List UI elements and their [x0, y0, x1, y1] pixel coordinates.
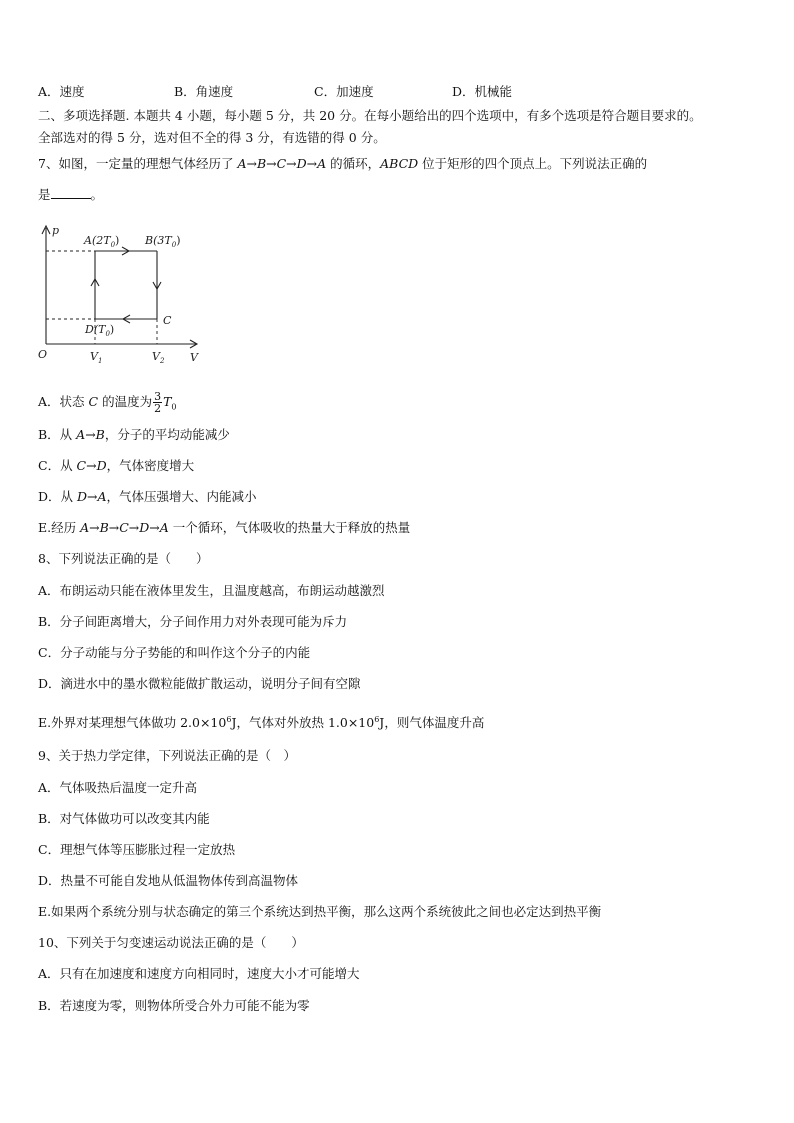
option-c: C．加速度	[314, 84, 374, 99]
q7-option-b-prefix: B．从	[38, 427, 77, 442]
q8-option-e-work: 2.0×10	[180, 715, 227, 731]
q7-option-d	[38, 489, 774, 505]
q10-option-a: A．只有在加速度和速度方向相同时，速度大小才可能增大	[38, 966, 360, 981]
q7-abcd: ABCD	[380, 156, 419, 171]
q7-option-b	[38, 427, 774, 443]
q8-option-e-mid: ，气体对外放热	[236, 715, 328, 731]
svg-text:D(T0)	[84, 323, 114, 338]
label-b: B(3T	[145, 234, 172, 247]
q7-stem-prefix: 7、如图，一定量的理想气体经历了	[38, 156, 238, 171]
q8-option-b: B．分子间距离增大，分子间作用力对外表现可能为斥力	[38, 614, 348, 629]
label-origin: O	[38, 348, 48, 361]
q7-option-d-path: D→A	[77, 489, 107, 504]
q9-option-e: E.如果两个系统分别与状态确定的第三个系统达到热平衡，那么这两个系统彼此之间也必定达到热平衡	[38, 904, 602, 919]
label-d: D(T	[85, 323, 106, 336]
q8-option-e-end: ，则气体温度升高	[384, 715, 485, 731]
q7-option-a-t-sub: 0	[171, 402, 177, 412]
svg-text:B(3T0)	[144, 234, 180, 249]
label-a-close: )	[115, 234, 120, 247]
option-d: D．机械能	[452, 84, 513, 99]
q7-stem	[38, 156, 774, 172]
q8-option-e-unit2: J	[379, 715, 385, 731]
q8-option-e-prefix: E.外界对某理想气体做功	[38, 715, 181, 731]
q7-option-d-prefix: D．从	[38, 489, 77, 504]
q8-option-d: D．滴进水中的墨水微粒能做扩散运动，说明分子间有空隙	[38, 676, 361, 691]
fraction-den: 2	[154, 402, 162, 415]
pv-diagram	[38, 222, 208, 372]
q9-option-a: A．气体吸热后温度一定升高	[38, 780, 198, 795]
fraction	[153, 391, 162, 414]
q7-option-c-prefix: C．从	[38, 458, 77, 473]
q8-option-e-unit1: J	[231, 715, 237, 731]
section-header-line1: 二、多项选择题. 本题共 4 小题，每小题 5 分，共 20 分。在每小题给出的四个选项中，有多个选项是符合题目要求的。	[38, 108, 702, 123]
label-a-sub: 0	[110, 241, 116, 249]
q8-option-e-heat: 1.0×10	[327, 715, 375, 731]
q7-stem-suffix: 位于矩形的四个顶点上。下列说法正确的	[418, 156, 648, 171]
q9-option-c: C．理想气体等压膨胀过程一定放热	[38, 842, 236, 857]
q7-option-a-mid: 的温度为	[98, 394, 153, 409]
label-v2: V	[152, 350, 160, 363]
q7-stem-line2	[38, 186, 774, 203]
label-b-sub: 0	[171, 241, 177, 249]
pv-diagram-svg	[38, 222, 208, 368]
q8-stem: 8、下列说法正确的是（ ）	[38, 551, 209, 566]
q10-stem: 10、下列关于匀变速运动说法正确的是（ ）	[38, 935, 304, 950]
q8-option-a: A．布朗运动只能在液体里发生，且温度越高，布朗运动越激烈	[38, 583, 385, 598]
q8-option-e-exp2: 6	[374, 715, 380, 724]
q7-cycle: A→B→C→D→A	[237, 156, 327, 171]
option-b: B．角速度	[174, 84, 234, 99]
label-v2-sub: 2	[159, 357, 165, 365]
q10-option-b: B．若速度为零，则物体所受合外力可能不能为零	[38, 998, 310, 1013]
label-b-close: )	[176, 234, 181, 247]
q7-option-c	[38, 458, 774, 474]
label-d-close: )	[109, 323, 115, 336]
q7-option-e-prefix: E.经历	[38, 520, 81, 535]
section-header-line2: 全部选对的得 5 分，选对但不全的得 3 分，有选错的得 0 分。	[38, 130, 386, 145]
q7-option-b-text: ，分子的平均动能减少	[104, 427, 230, 442]
q7-option-c-text: ，气体密度增大	[106, 458, 195, 473]
q7-stem-middle: 的循环，	[326, 156, 381, 171]
q7-option-a-t: T	[163, 394, 172, 409]
svg-text:V1	[90, 350, 102, 365]
q9-stem: 9、关于热力学定律，下列说法正确的是（ ）	[38, 748, 296, 763]
label-v1: V	[90, 350, 98, 363]
q8-option-c: C．分子动能与分子势能的和叫作这个分子的内能	[38, 645, 311, 660]
q7-stem-line2-text: 是	[38, 187, 51, 202]
q7-option-a	[38, 391, 774, 416]
answer-blank[interactable]	[51, 186, 91, 199]
q8-option-e-exp1: 6	[226, 715, 232, 724]
q7-option-a-c: C	[88, 394, 99, 409]
label-d-sub: 0	[105, 330, 110, 338]
q7-option-a-prefix: A．状态	[38, 394, 89, 409]
q7-option-d-text: ，气体压强增大、内能减小	[106, 489, 257, 504]
svg-text:A(2T0)	[83, 234, 119, 249]
label-a: A(2T	[84, 234, 111, 247]
label-v: V	[190, 351, 198, 364]
svg-text:V2	[152, 350, 165, 365]
label-v1-sub: 1	[97, 357, 103, 365]
q7-option-e	[38, 520, 774, 536]
label-p: p	[52, 224, 60, 237]
q7-option-c-path: C→D	[76, 458, 107, 473]
q7-stem-end: 。	[90, 187, 104, 202]
q7-option-b-path: A→B	[76, 427, 105, 442]
option-a: A．速度	[38, 84, 85, 99]
q7-option-e-text: 一个循环，气体吸收的热量大于释放的热量	[168, 520, 411, 535]
q8-option-e	[38, 712, 774, 731]
label-c: C	[163, 314, 172, 327]
q9-option-d: D．热量不可能自发地从低温物体传到高温物体	[38, 873, 299, 888]
fraction-num: 3	[154, 390, 162, 403]
q9-option-b: B．对气体做功可以改变其内能	[38, 811, 210, 826]
q7-option-e-path: A→B→C→D→A	[80, 520, 169, 535]
